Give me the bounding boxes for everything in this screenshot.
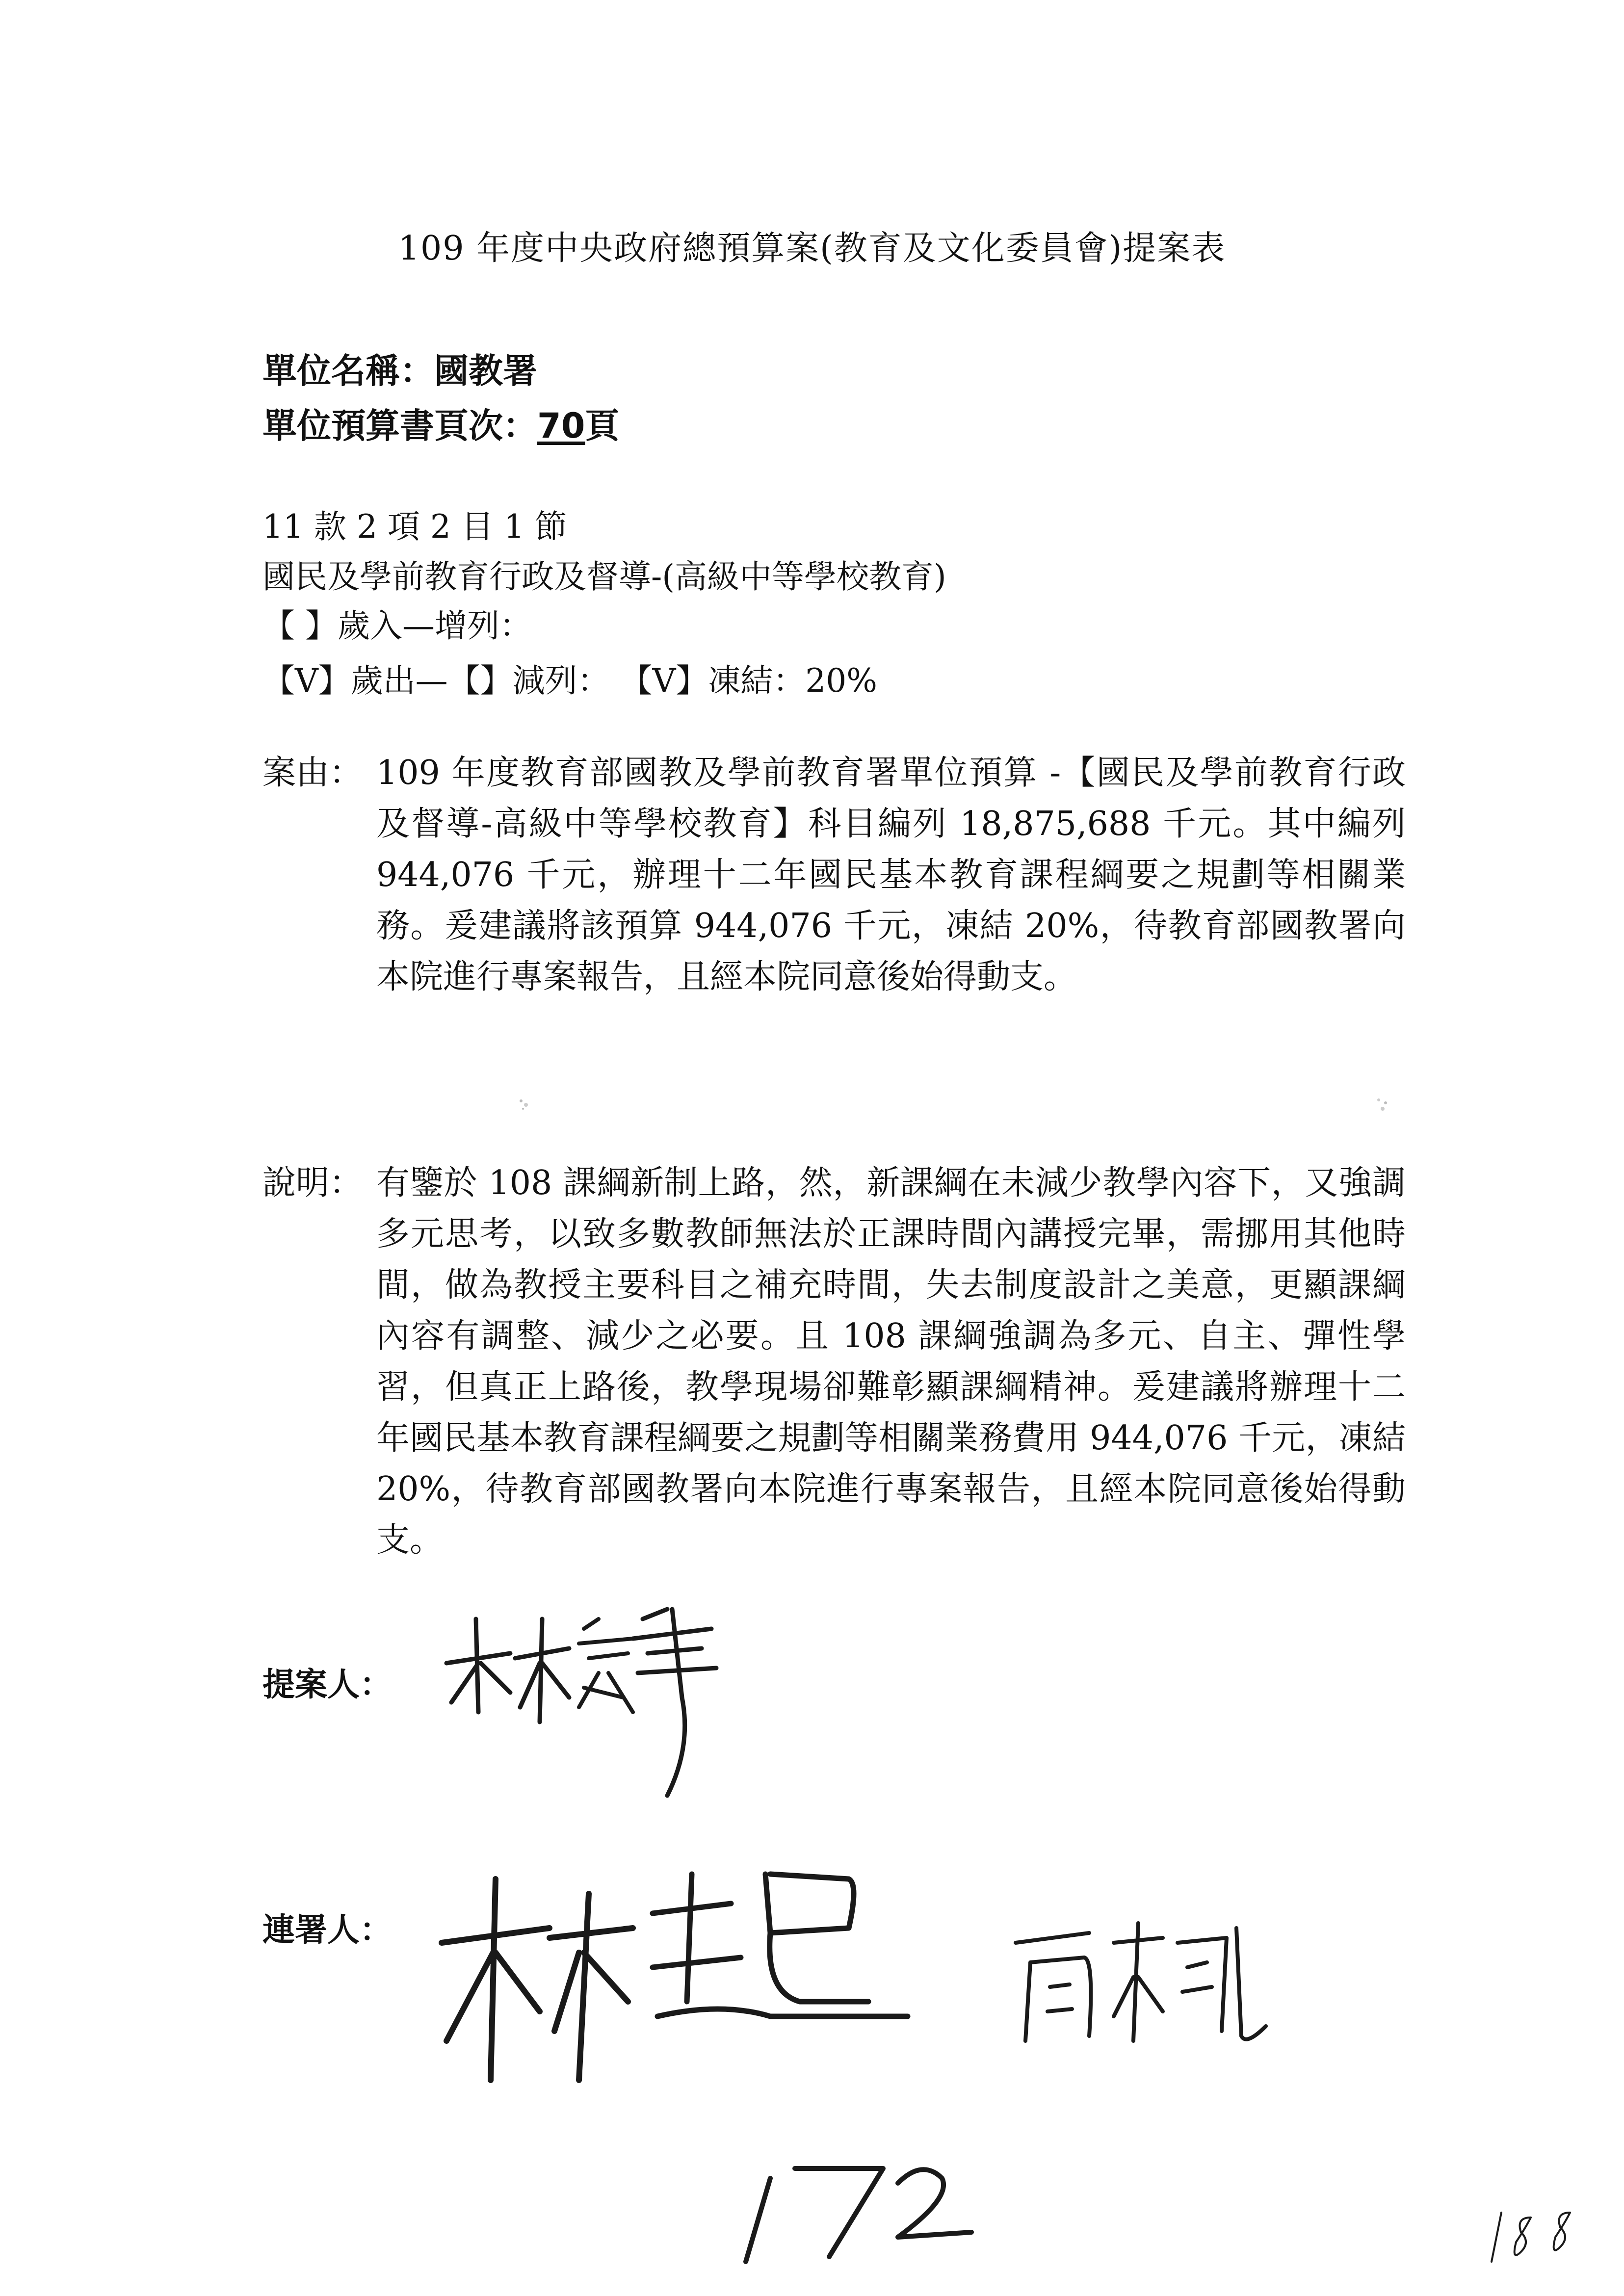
case-paragraph bbox=[262, 748, 1406, 1003]
handwritten-number bbox=[736, 2149, 991, 2267]
expenditure-line: 【V】歲出—【】減列： 【V】凍結：20% bbox=[262, 662, 878, 700]
program-name: 國民及學前教育行政及督導-(高級中等學校教育) bbox=[262, 558, 946, 596]
revenue-line: 【 】歲入—增列： bbox=[262, 607, 532, 645]
explanation-text: 有鑒於 108 課綱新制上路，然，新課綱在未減少教學內容下，又強調多元思考，以致多數教師無法於正課時間內講授完畢，需挪用其他時間，做為教授主要科目之補充時間，失去制度設計之美意，更顯課綱內容有調整、減少之必要。且 108 課綱強調為多元、自主、彈性學習，但真正上路後，教學現場卻難彰顯課綱精神。爰建議將辦理十二年國民基本教育課程綱要之規劃等相關業務費用 944,076 千元，凍結 20%，待教育部國教署向本院進行專案報告，且經本院同意後始得動支。 bbox=[376, 1164, 1406, 1560]
budget-page-suffix: 頁 bbox=[585, 406, 620, 446]
proposer-signature bbox=[437, 1599, 741, 1805]
unit-name-label: 單位名稱： bbox=[262, 351, 434, 391]
section-code: 11 款 2 項 2 目 1 節 bbox=[262, 508, 567, 546]
document-title: 109 年度中央政府總預算案(教育及文化委員會)提案表 bbox=[398, 229, 1226, 268]
scan-speck bbox=[1374, 1094, 1393, 1114]
cosigner-signature bbox=[1001, 1913, 1276, 2061]
proposer-label: 提案人： bbox=[262, 1666, 392, 1703]
cosigner-signature bbox=[427, 1854, 991, 2110]
budget-page-number: 70 bbox=[537, 406, 585, 446]
scan-speck bbox=[515, 1094, 535, 1114]
explanation-paragraph bbox=[262, 1158, 1406, 1566]
case-text: 109 年度教育部國教及學前教育署單位預算 -【國民及學前教育行政及督導-高級中等學校教育】科目編列 18,875,688 千元。其中編列 944,076 千元，辦理十二年國民基本教育課程綱要之規劃等相關業務。爰建議將該預算 944,076 千元，凍結 20%，待教育部國教署向本院進行專案報告，且經本院同意後始得動支。 bbox=[376, 754, 1406, 996]
unit-name-value: 國教署 bbox=[434, 351, 537, 391]
budget-page-row bbox=[262, 398, 619, 448]
explanation-label: 說明： bbox=[262, 1164, 363, 1202]
budget-page-label: 單位預算書頁次： bbox=[262, 406, 537, 446]
unit-name-row bbox=[262, 343, 537, 393]
page-mark bbox=[1487, 2198, 1604, 2271]
cosigner-label: 連署人： bbox=[262, 1911, 392, 1949]
case-label: 案由： bbox=[262, 754, 363, 792]
